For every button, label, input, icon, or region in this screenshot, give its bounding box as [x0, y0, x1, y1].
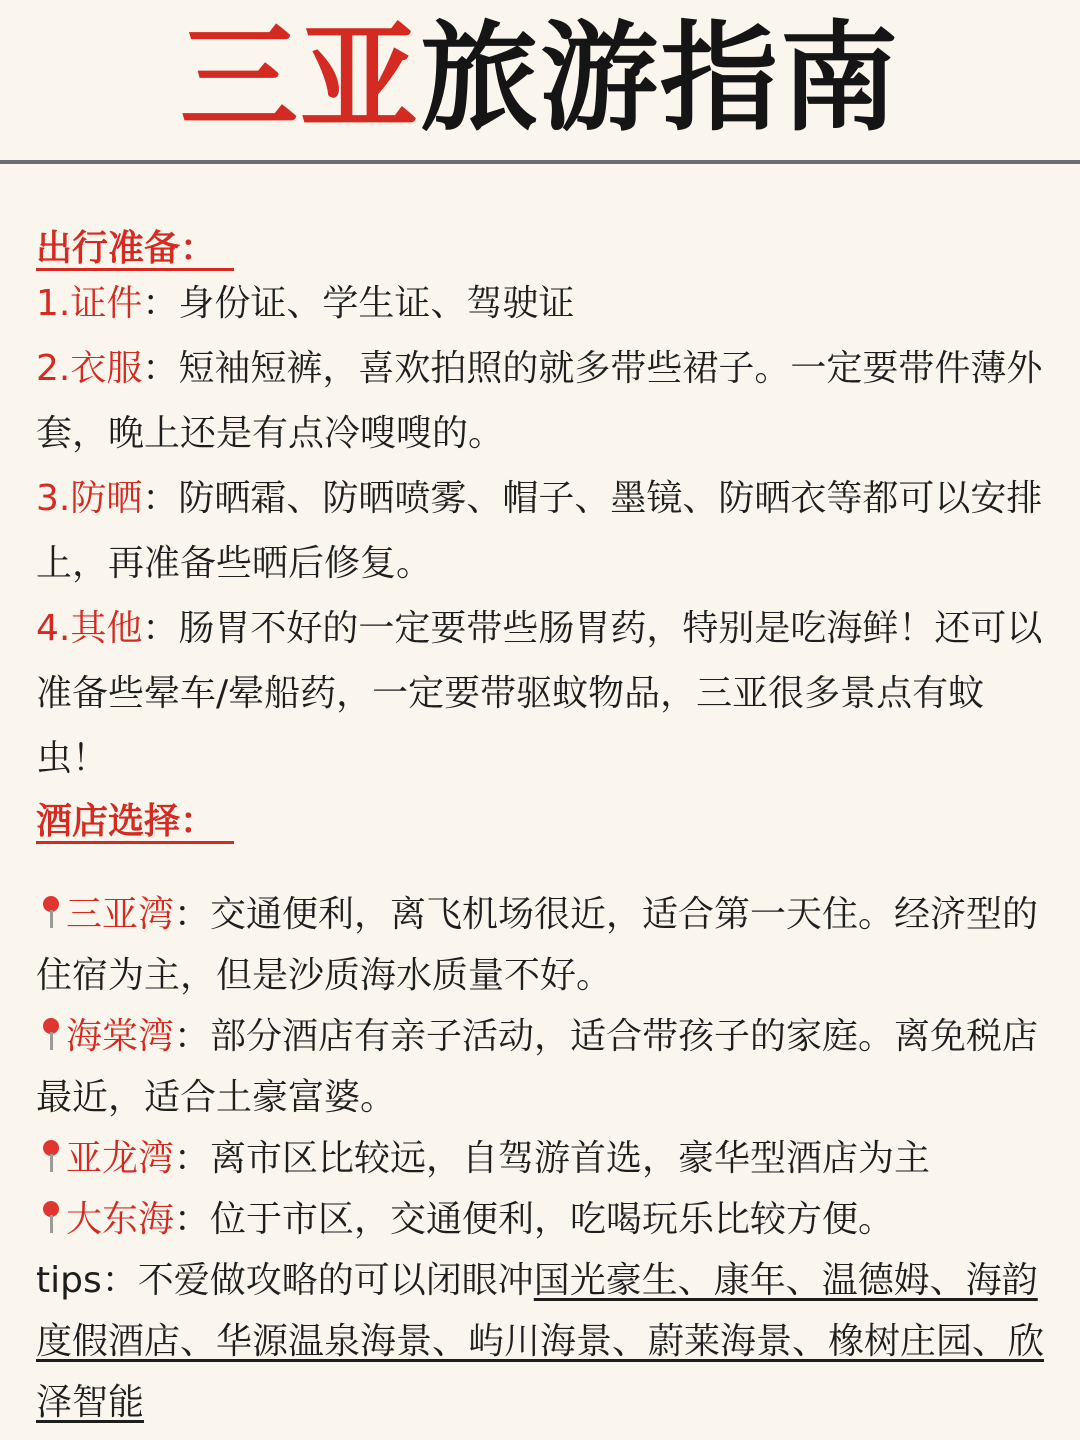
prep-item-label: 2.衣服	[36, 348, 143, 389]
prep-item-sep: ：	[142, 608, 179, 649]
hotel-item	[36, 1006, 1056, 1128]
header	[0, 0, 1080, 162]
hotel-item	[36, 1128, 1056, 1189]
prep-item-sep: ：	[142, 478, 179, 519]
pin-icon	[36, 896, 66, 930]
hotel-area-label: 亚龙湾	[66, 1138, 175, 1179]
tips-hotel-names: 国光豪生、康年、温德姆、海韵度假酒店、华源温泉海景、屿川海景、蔚莱海景、橡树庄园、欣泽智能	[36, 1260, 1045, 1423]
hotel-item-sep: ：	[174, 1199, 211, 1240]
prep-item-text: 身份证、学生证、驾驶证	[178, 283, 575, 324]
prep-item	[36, 336, 1056, 466]
prep-item	[36, 466, 1056, 596]
page-title	[180, 4, 900, 152]
prep-item-label: 4.其他	[36, 608, 143, 649]
hotel-item-sep: ：	[174, 1016, 211, 1057]
hotel-item-text: 部分酒店有亲子活动，适合带孩子的家庭。离免税店最近，适合土豪富婆。	[36, 1016, 1039, 1118]
hotel-item-text: 位于市区，交通便利，吃喝玩乐比较方便。	[210, 1199, 895, 1240]
pin-icon	[36, 1201, 66, 1235]
hotel-item-text: 交通便利，离飞机场很近，适合第一天住。经济型的住宿为主，但是沙质海水质量不好。	[36, 894, 1039, 996]
hotel-item	[36, 1189, 1056, 1250]
hotel-list	[36, 884, 1056, 1433]
prep-item	[36, 271, 1056, 336]
hotel-item-sep: ：	[174, 894, 211, 935]
hotel-item	[36, 884, 1056, 1006]
tips-paragraph	[36, 1250, 1056, 1433]
title-divider	[0, 160, 1080, 164]
prep-item	[36, 596, 1056, 791]
pin-icon	[36, 1140, 66, 1174]
prep-item-text: 防晒霜、防晒喷雾、帽子、墨镜、防晒衣等都可以安排上，再准备些晒后修复。	[36, 478, 1043, 584]
prep-item-sep: ：	[142, 283, 179, 324]
prep-heading: 出行准备：	[36, 218, 234, 271]
guide-content	[36, 218, 1056, 1433]
hotel-section	[36, 791, 1056, 1433]
prep-item-text: 肠胃不好的一定要带些肠胃药，特别是吃海鲜！还可以准备些晕车/晕船药，一定要带驱蚊物品，三亚很多景点有蚊虫！	[36, 608, 1043, 779]
hotel-area-label: 大东海	[66, 1199, 175, 1240]
hotel-area-label: 三亚湾	[66, 894, 175, 935]
prep-item-text: 短袖短裤，喜欢拍照的就多带些裙子。一定要带件薄外套，晚上还是有点冷嗖嗖的。	[36, 348, 1043, 454]
tips-prefix: tips：不爱做攻略的可以闭眼冲	[36, 1260, 534, 1301]
hotel-area-label: 海棠湾	[66, 1016, 175, 1057]
title-destination: 三亚	[179, 9, 420, 147]
hotel-item-sep: ：	[174, 1138, 211, 1179]
pin-icon	[36, 1018, 66, 1052]
title-guide: 旅游指南	[420, 9, 901, 147]
prep-section	[36, 218, 1056, 791]
hotel-item-text: 离市区比较远，自驾游首选，豪华型酒店为主	[210, 1138, 931, 1179]
prep-item-label: 1.证件	[36, 283, 143, 324]
prep-item-sep: ：	[142, 348, 179, 389]
hotel-heading: 酒店选择：	[36, 791, 234, 844]
prep-item-label: 3.防晒	[36, 478, 143, 519]
